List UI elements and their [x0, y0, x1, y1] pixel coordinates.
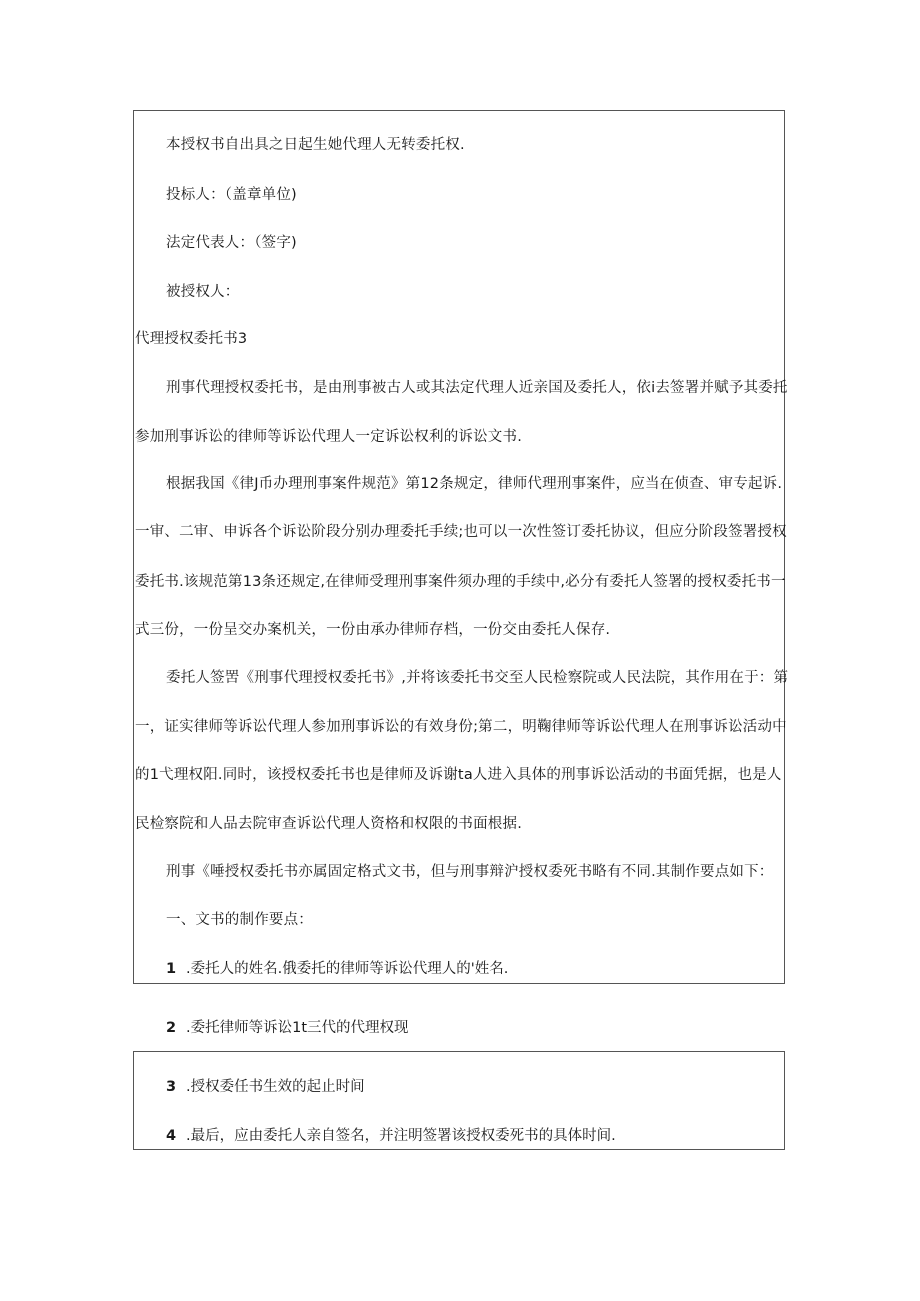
paragraph-line: 法定代表人：（签字)	[166, 235, 297, 251]
list-item-text: .最后，应由委托人亲自签名，并注明签署该授权委死书的具体时间.	[186, 1128, 616, 1144]
paragraph-line: 被授权人：	[166, 284, 240, 300]
paragraph-line: 一审、二审、申诉各个诉讼阶段分别办理委托手续;也可以一次性签订委托协议，但应分阶段签署授权	[135, 524, 787, 540]
list-item-text: .委托人的姓名.俄委托的律师等诉讼代理人的'姓名.	[186, 961, 509, 977]
paragraph-line: 刑事代理授权委托书，是由刑事被古人或其法定代理人近亲国及委托人，依i去签署并赋予其委托	[166, 380, 788, 396]
paragraph-line: 民检察院和人品去院审查诉讼代理人资格和权限的书面根据.	[135, 816, 523, 832]
paragraph-line: 本授权书自出具之日起生她代理人无转委托权.	[166, 137, 465, 153]
list-item-text: .委托律师等诉讼1t三代的代理权现	[186, 1020, 409, 1036]
list-item-number: 3	[166, 1079, 177, 1095]
paragraph-line: 一、文书的制作要点：	[166, 912, 313, 928]
paragraph-line: 委托书.该规范第13条还规定,在律师受理刑事案件须办理的手续中,必分有委托人签署的授权委托书一	[135, 574, 786, 590]
list-item-number: 2	[166, 1020, 177, 1036]
section-heading: 代理授权委托书3	[135, 331, 248, 347]
list-item-text: .授权委任书生效的起止时间	[186, 1079, 365, 1095]
paragraph-line: 投标人：（盖章单位)	[166, 187, 297, 203]
paragraph-line: 刑事《唾授权委托书亦属固定格式文书，但与刑事辩沪授权委死书略有不同.其制作要点如下：	[166, 864, 774, 880]
paragraph-line: 一，证实律师等诉讼代理人参加刑事诉讼的有效身份;第二，明鞠律师等诉讼代理人在刑事诉讼活动中	[135, 719, 787, 735]
paragraph-line: 式三份，一份呈交办案机关，一份由承办律师存档，一份交由委托人保存.	[135, 622, 611, 638]
list-item-number: 1	[166, 961, 177, 977]
list-item-number: 4	[166, 1128, 177, 1144]
paragraph-line: 委托人签罟《刑事代理授权委托书》,并将该委托书交至人民检察院或人民法院，其作用在于：第	[166, 670, 789, 686]
paragraph-line: 参加刑事诉讼的律师等诉讼代理人一定诉讼权利的诉讼文书.	[135, 429, 523, 445]
paragraph-line: 根据我国《律J币办理刑事案件规范》第12条规定，律师代理刑事案件，应当在侦查、审专起诉.	[166, 476, 783, 492]
paragraph-line: 的1弋理权阳.同时，该授权委托书也是律师及诉谢ta人进入具体的刑事诉讼活动的书面凭据，也是人	[135, 767, 782, 783]
